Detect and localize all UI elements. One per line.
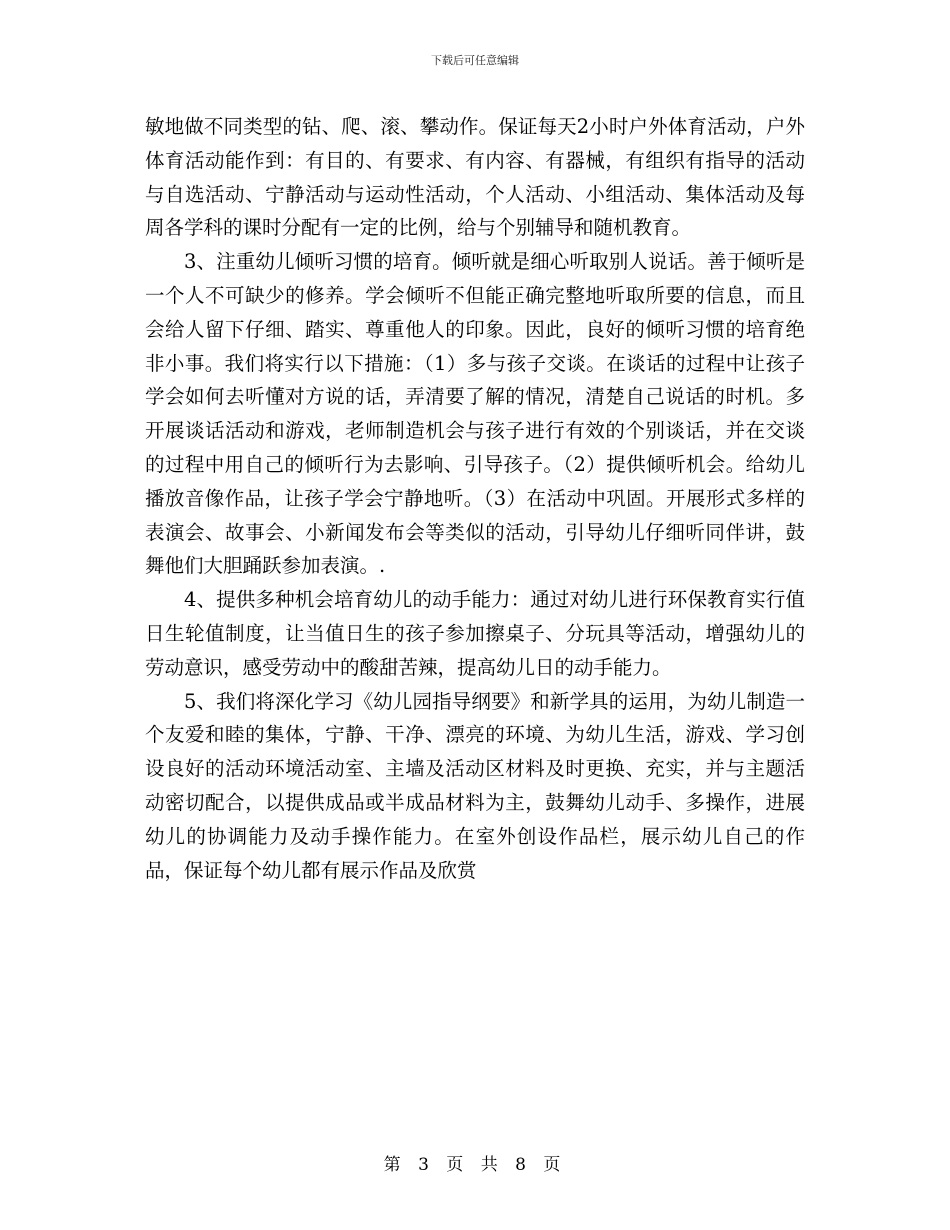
- paragraph-3: 3、注重幼儿倾听习惯的培育。倾听就是细心听取别人说话。善于倾听是一个人不可缺少的修养。学会倾听不但能正确完整地听取所要的信息，而且会给人留下仔细、踏实、尊重他人的印象。因此，良好的倾听习惯的培育绝非小事。我们将实行以下措施：（1）多与孩子交谈。在谈话的过程中让孩子学会如何去听懂对方说的话，弄清要了解的情况，清楚自己说话的时机。多开展谈话活动和游戏，老师制造机会与孩子进行有效的个别谈话，并在交谈的过程中用自己的倾听行为去影响、引导孩子。（2）提供倾听机会。给幼儿播放音像作品，让孩子学会宁静地听。（3）在活动中巩固。开展形式多样的表演会、故事会、小新闻发布会等类似的活动，引导幼儿仔细听同伴讲，鼓舞他们大胆踊跃参加表演。.: [145, 250, 805, 578]
- page-header: 下载后可任意编辑: [431, 54, 519, 67]
- paragraph-continued: 敏地做不同类型的钻、爬、滚、攀动作。保证每天2小时户外体育活动，户外体育活动能作到：有目的、有要求、有内容、有器械，有组织有指导的活动与自选活动、宁静活动与运动性活动，个人活动、小组活动、集体活动及每周各学科的课时分配有一定的比例，给与个别辅导和随机教育。: [145, 115, 805, 240]
- page-footer: 第 3 页 共 8 页: [383, 1155, 567, 1175]
- paragraph-4: 4、提供多种机会培育幼儿的动手能力：通过对幼儿进行环保教育实行值日生轮值制度，让当值日生的孩子参加擦桌子、分玩具等活动，增强幼儿的劳动意识，感受劳动中的酸甜苦辣，提高幼儿日的动手能力。: [145, 588, 805, 679]
- document-body: [145, 110, 805, 887]
- paragraph-5: 5、我们将深化学习《幼儿园指导纲要》和新学具的运用，为幼儿制造一个友爱和睦的集体，宁静、干净、漂亮的环境、为幼儿生活，游戏、学习创设良好的活动环境活动室、主墙及活动区材料及时更换、充实，并与主题活动密切配合，以提供成品或半成品材料为主，鼓舞幼儿动手、多操作，进展幼儿的协调能力及动手操作能力。在室外创设作品栏，展示幼儿自己的作品，保证每个幼儿都有展示作品及欣赏: [145, 689, 805, 882]
